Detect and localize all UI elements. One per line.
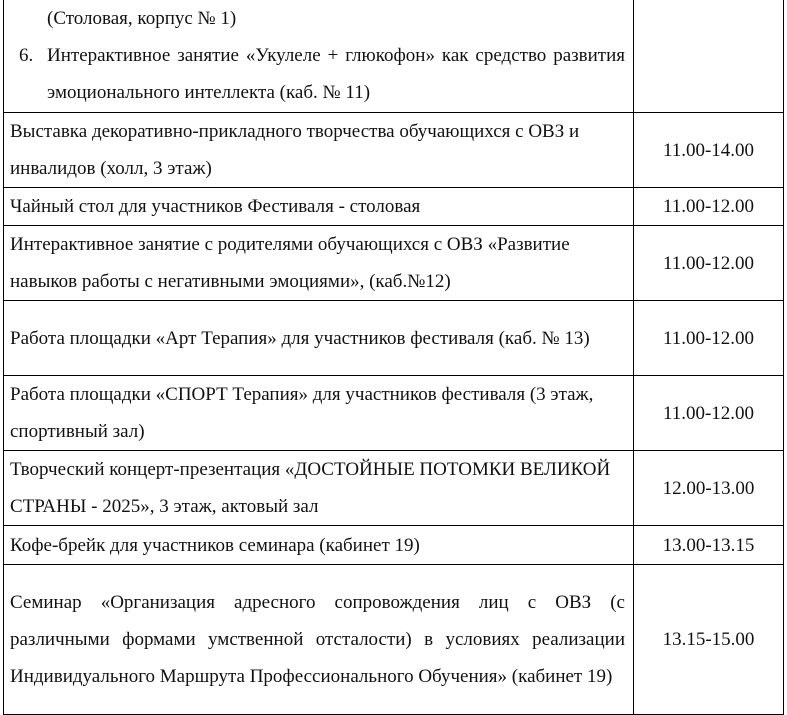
table-row <box>4 188 784 226</box>
event-cell: Работа площадки «СПОРТ Терапия» для участников фестиваля (3 этаж, спортивный зал) <box>4 376 634 451</box>
event-text: Интерактивное занятие «Укулеле + глюкофон» как средство развития эмоционального интеллекта (каб. № 11) <box>47 45 625 103</box>
event-cell: Творческий концерт-презентация «ДОСТОЙНЫЕ ПОТОМКИ ВЕЛИКОЙ СТРАНЫ - 2025», 3 этаж, актовый зал <box>4 451 634 526</box>
event-cell: Интерактивное занятие с родителями обучающихся с ОВЗ «Развитие навыков работы с негативными эмоциями», (каб.№12) <box>4 226 634 301</box>
time-cell: 11.00-12.00 <box>634 188 784 226</box>
time-cell: 12.00-13.00 <box>634 451 784 526</box>
table-row <box>4 301 784 376</box>
time-cell: 11.00-12.00 <box>634 301 784 376</box>
time-cell: 11.00-12.00 <box>634 226 784 301</box>
time-cell: 13.00-13.15 <box>634 526 784 565</box>
table-row <box>4 565 784 715</box>
time-cell: 11.00-14.00 <box>634 113 784 188</box>
event-cell: Чайный стол для участников Фестиваля - столовая <box>4 188 634 226</box>
time-cell: 11.00-12.00 <box>634 376 784 451</box>
time-cell <box>634 0 784 113</box>
numbered-item <box>10 37 625 111</box>
table-row <box>4 451 784 526</box>
table-row <box>4 113 784 188</box>
event-cell: Семинар «Организация адресного сопровождения лиц с ОВЗ (с различными формами умственной отсталости) в условиях реализации Индивидуального Маршрута Профессионального Обучения» (кабинет 19) <box>4 565 634 715</box>
program-table <box>3 0 784 715</box>
time-cell: 13.15-15.00 <box>634 565 784 715</box>
event-cell <box>4 0 634 113</box>
event-cell: Кофе-брейк для участников семинара (кабинет 19) <box>4 526 634 565</box>
item-number: 6. <box>19 45 34 66</box>
table-row <box>4 526 784 565</box>
event-cell: Работа площадки «Арт Терапия» для участников фестиваля (каб. № 13) <box>4 301 634 376</box>
table-row <box>4 0 784 113</box>
table-row <box>4 226 784 301</box>
table-row <box>4 376 784 451</box>
continuation-text: (Столовая, корпус № 1) <box>47 8 237 29</box>
event-cell: Выставка декоративно-прикладного творчества обучающихся с ОВЗ и инвалидов (холл, 3 этаж) <box>4 113 634 188</box>
